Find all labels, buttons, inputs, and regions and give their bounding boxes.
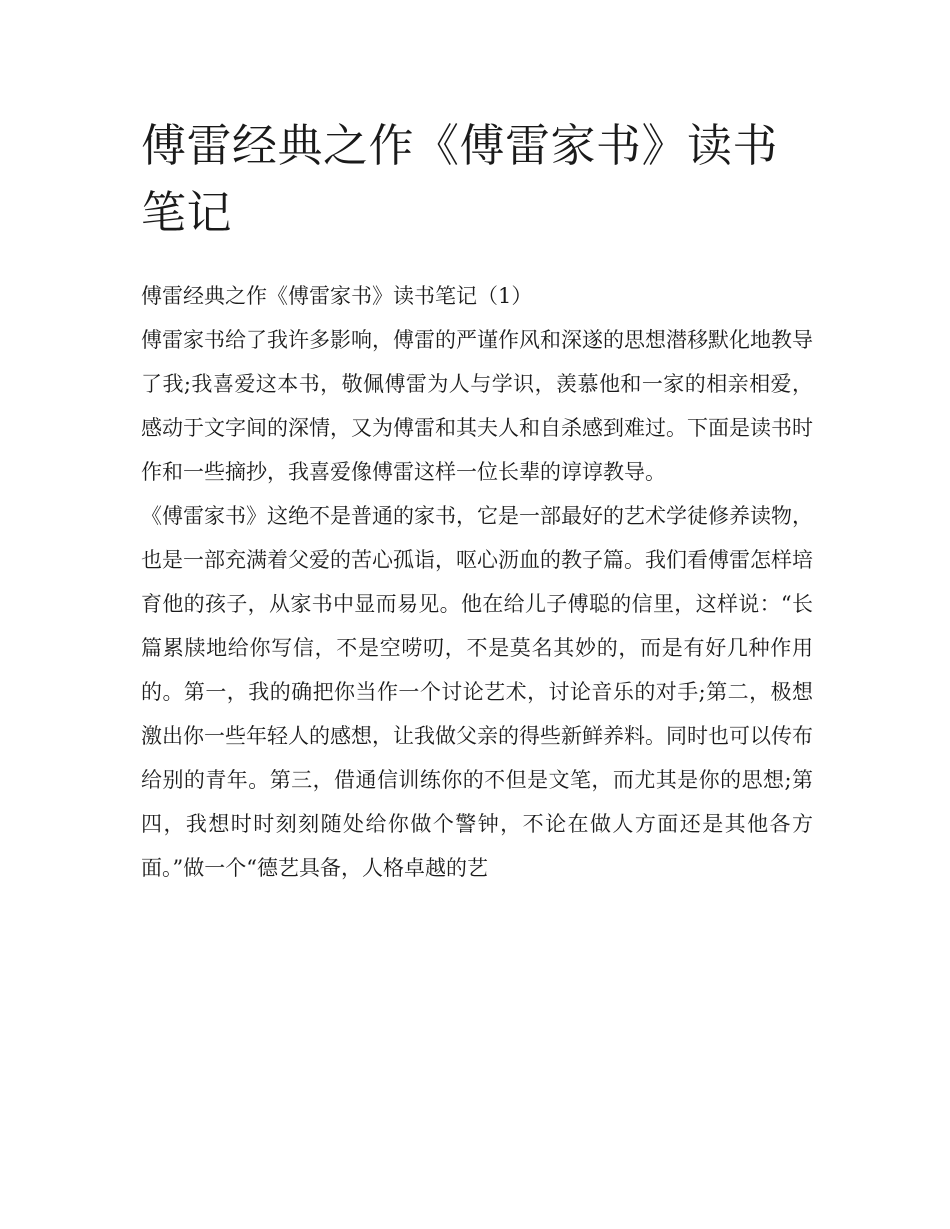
paragraph-1: 傅雷家书给了我许多影响，傅雷的严谨作风和深遂的思想潜移默化地教导了我;我喜爱这本书，敬佩傅雷为人与学识，羡慕他和一家的相亲相爱，感动于文字间的深情，又为傅雷和其夫人和自杀感到难过。下面是读书时作和一些摘抄，我喜爱像傅雷这样一位长辈的谆谆教导。 xyxy=(141,328,813,484)
document-subtitle: 傅雷经典之作《傅雷家书》读书笔记（1） xyxy=(141,284,533,308)
paragraph-2: 《傅雷家书》这绝不是普通的家书，它是一部最好的艺术学徒修养读物，也是一部充满着父爱的苦心孤诣，呕心沥血的教子篇。我们看傅雷怎样培育他的孩子，从家书中显而易见。他在给儿子傅聪的信里，这样说：“长篇累牍地给你写信，不是空唠叨，不是莫名其妙的，而是有好几种作用的。第一，我的确把你当作一个讨论艺术，讨论音乐的对手;第二，极想激出你一些年轻人的感想，让我做父亲的得些新鲜养料。同时也可以传布给别的青年。第三，借通信训练你的不但是文笔，而尤其是你的思想;第四，我想时时刻刻随处给你做个警钟，不论在做人方面还是其他各方面。”做一个“德艺具备，人格卓越的艺 xyxy=(141,504,813,880)
document-title: 傅雷经典之作《傅雷家书》读书笔记 xyxy=(141,119,779,239)
document-body xyxy=(141,112,813,890)
